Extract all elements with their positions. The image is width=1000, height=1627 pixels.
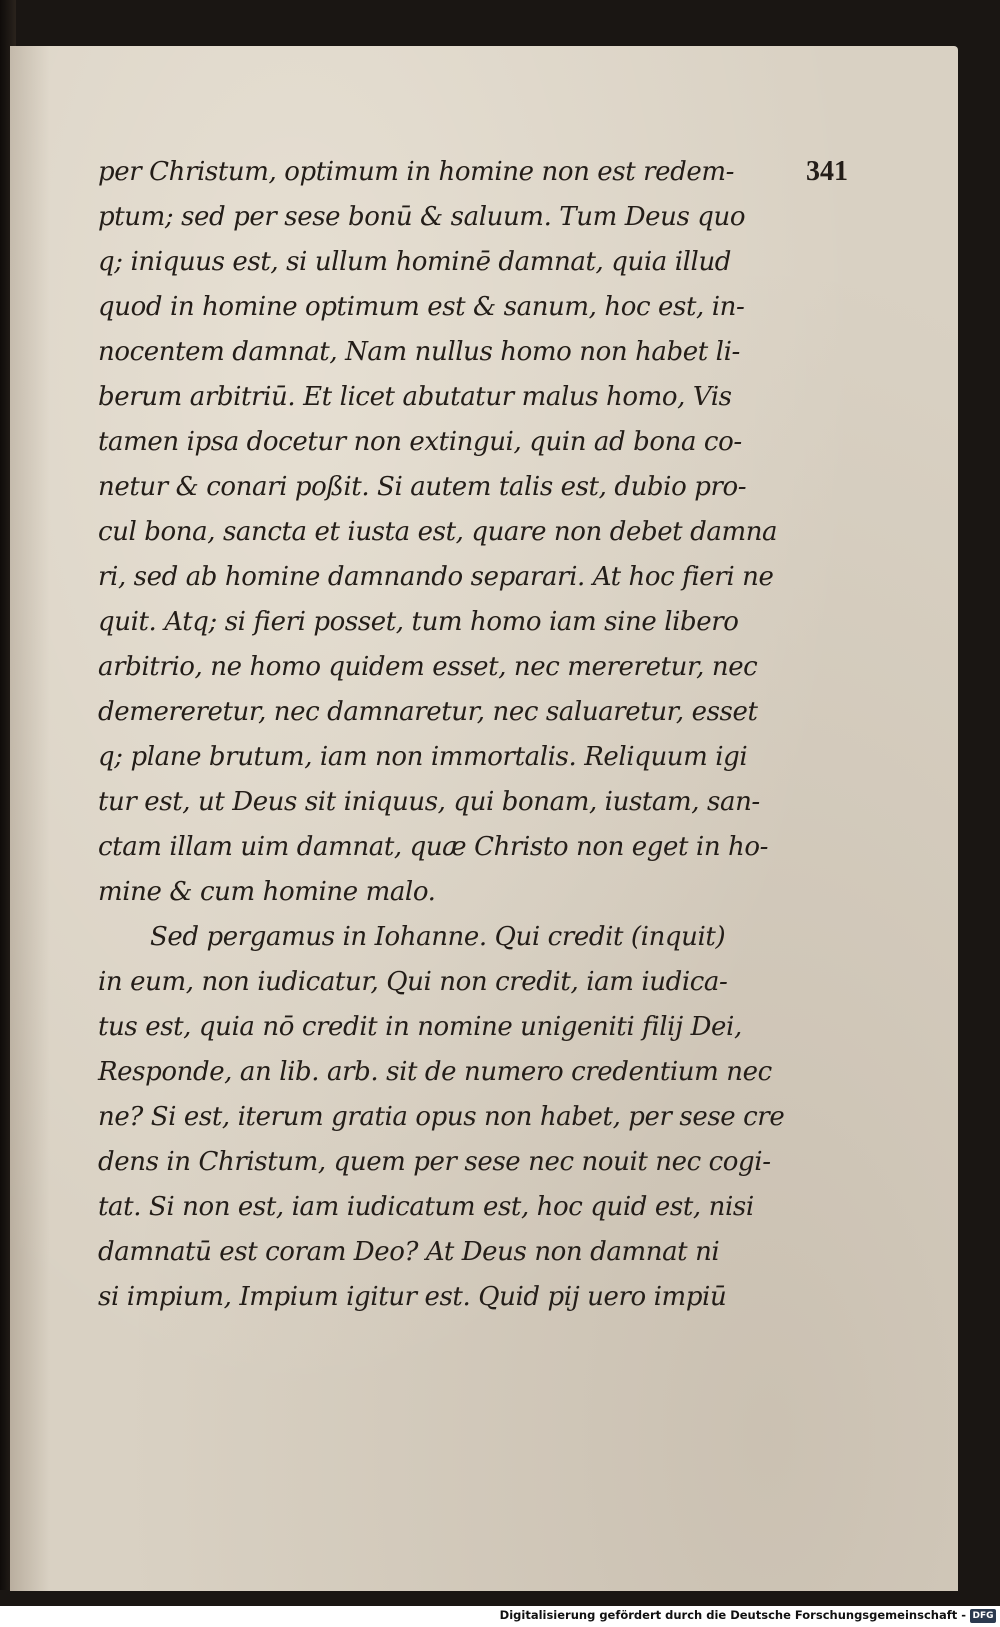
- text-line: ne? Si est, iterum gratia opus non habet, per sese cre: [98, 1102, 785, 1132]
- text-line: per Christum, optimum in homine non est redem-: [98, 157, 735, 187]
- text-line-paragraph-start: Sed pergamus in Iohanne. Qui credit (inquit): [150, 922, 726, 952]
- text-line: mine & cum homine malo.: [98, 877, 436, 907]
- text-line: quod in homine optimum est & sanum, hoc est, in-: [98, 292, 745, 322]
- text-line: ctam illam uim damnat, quæ Christo non eget in ho-: [98, 832, 769, 862]
- text-line: ri, sed ab homine damnando separari. At hoc fieri ne: [98, 562, 774, 592]
- text-line: damnatū est coram Deo? At Deus non damnat ni: [98, 1237, 720, 1267]
- text-line: dens in Christum, quem per sese nec nouit nec cogi-: [98, 1147, 771, 1177]
- text-line: nocentem damnat, Nam nullus homo non habet li-: [98, 337, 740, 367]
- book-page: [10, 46, 958, 1591]
- text-line: berum arbitriū. Et licet abutatur malus homo, Vis: [98, 382, 732, 412]
- text-line: demereretur, nec damnaretur, nec saluaretur, esset: [98, 697, 758, 727]
- text-line: cul bona, sancta et iusta est, quare non debet damna: [98, 517, 778, 547]
- text-line: tamen ipsa docetur non extingui, quin ad bona co-: [98, 427, 742, 457]
- text-line: Responde, an lib. arb. sit de numero credentium nec: [98, 1057, 772, 1087]
- text-line: tat. Si non est, iam iudicatum est, hoc quid est, nisi: [98, 1192, 754, 1222]
- dfg-logo-icon: DFG: [970, 1609, 996, 1623]
- text-line: ptum; sed per sese bonū & saluum. Tum Deus quo: [98, 202, 746, 232]
- text-line: netur & conari poßit. Si autem talis est, dubio pro-: [98, 472, 747, 502]
- text-line: tus est, quia nō credit in nomine unigeniti filij Dei,: [98, 1012, 742, 1042]
- text-line: in eum, non iudicatur, Qui non credit, iam iudica-: [98, 967, 728, 997]
- text-line: quit. Atq; si fieri posset, tum homo iam sine libero: [98, 607, 739, 637]
- text-line: si impium, Impium igitur est. Quid pij uero impiū: [98, 1282, 727, 1312]
- page-number: 341: [806, 156, 848, 187]
- text-line: tur est, ut Deus sit iniquus, qui bonam, iustam, san-: [98, 787, 760, 817]
- funding-footer: [0, 1606, 1000, 1627]
- text-line: q; iniquus est, si ullum hominē damnat, quia illud: [98, 247, 732, 277]
- text-line: arbitrio, ne homo quidem esset, nec mereretur, nec: [98, 652, 758, 682]
- body-text: [98, 150, 788, 1320]
- funding-notice: Digitalisierung gefördert durch die Deutsche Forschungsgemeinschaft -: [499, 1608, 966, 1622]
- text-line: q; plane brutum, iam non immortalis. Reliquum igi: [98, 742, 748, 772]
